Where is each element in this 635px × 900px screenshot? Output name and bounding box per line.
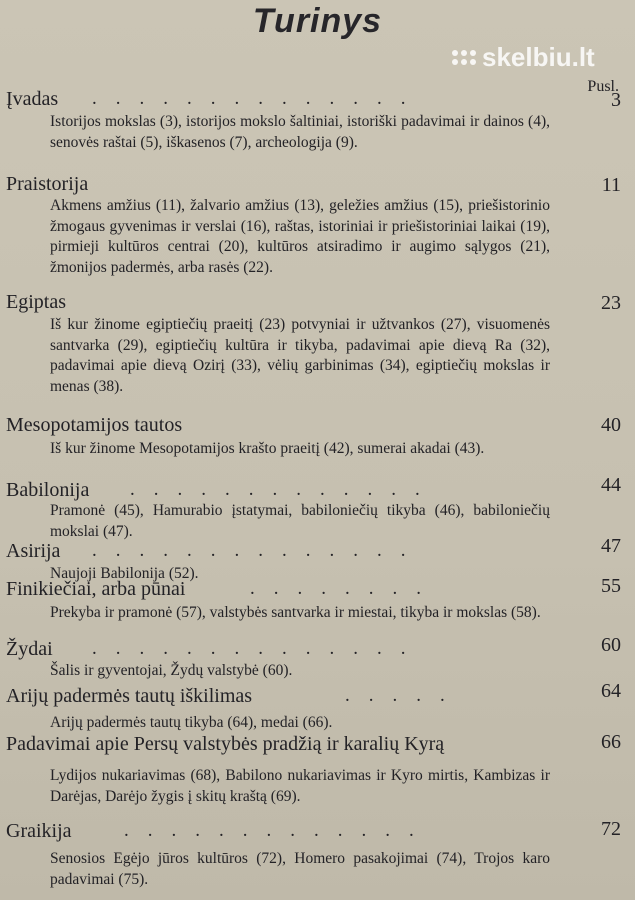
leader-dots: .............. (92, 88, 425, 109)
toc-heading: Žydai (6, 638, 53, 660)
toc-description: Pramonė (45), Hamurabio įstatymai, babiloniečių tikyba (46), babiloniečių mokslai (47). (50, 502, 550, 540)
toc-heading: Finikiečiai, arba pūnai (6, 578, 186, 600)
toc-description: Istorijos mokslas (3), istorijos mokslo šaltiniai, istoriški padavimai ir dainos (4), senovės raštai (5), iškasenos (7), archeologija (9). (50, 113, 550, 151)
toc-page-number: 55 (601, 575, 621, 597)
leader-dots: ............. (130, 479, 439, 500)
toc-description: Šalis ir gyventojai, Žydų valstybė (60). (50, 662, 293, 679)
toc-description: Lydijos nukariavimas (68), Babilono nukariavimas ir Kyro mirtis, Kambizas ir Darėjas, Darėjo žygis į skitų kraštą (69). (50, 767, 550, 805)
toc-description: Akmens amžius (11), žalvario amžius (13), geležies amžius (15), priešistorinio žmogaus gyvenimas ir verslai (16), raštas, istoriniai ir priešistoriniai laikai (19), pirmieji kultūros centrai (20), kultūros atsiradimo ir augimo sąlygos (21), žmonijos padermės, arba rasės (22). (50, 197, 550, 276)
toc-page-number: 60 (601, 634, 621, 656)
toc-page-number: 64 (601, 680, 621, 702)
toc-heading: Asirija (6, 540, 61, 562)
toc-heading: Graikija (6, 820, 72, 842)
toc-heading: Egiptas (6, 291, 66, 313)
toc-heading: Įvadas (6, 88, 59, 110)
toc-description: Iš kur žinome Mesopotamijos krašto praeitį (42), sumerai akadai (43). (50, 440, 485, 457)
toc-description: Prekyba ir pramonė (57), valstybės santvarka ir miestai, tikyba ir mokslas (58). (50, 604, 541, 621)
watermark (452, 42, 595, 73)
toc-heading: Babilonija (6, 479, 90, 501)
toc-description: Naujoji Babilonija (52). (50, 565, 199, 582)
leader-dots: ............. (124, 820, 433, 841)
toc-page-number: 11 (601, 174, 621, 196)
leader-dots: ..... (345, 685, 464, 706)
page-column-label: Pusl. (587, 78, 619, 95)
watermark-logo-icon (452, 50, 476, 65)
toc-page-number: 44 (601, 474, 621, 496)
toc-description: Iš kur žinome egiptiečių praeitį (23) potvyniai ir užtvankos (27), visuomenės santvarka (29), egiptiečių kultūra ir tikyba, padavimai apie dievą Ra (32), padavimai apie dievą Ozirį (33), vėlių garbinimas (34), egiptiečių mokslas ir menas (38). (50, 316, 550, 395)
toc-description: Senosios Egėjo jūros kultūros (72), Homero pasakojimai (74), Trojos karo padavimai (75). (50, 850, 550, 888)
toc-page-number: 23 (601, 292, 621, 314)
toc-page-number: 40 (601, 414, 621, 436)
toc-page-number: 3 (611, 89, 621, 111)
leader-dots: .............. (92, 638, 425, 659)
toc-description: Arijų padermės tautų tikyba (64), medai (66). (50, 714, 333, 731)
toc-heading: Praistorija (6, 173, 89, 195)
toc-page-number: 72 (601, 818, 621, 840)
leader-dots: .............. (92, 540, 425, 561)
toc-heading: Arijų padermės tautų iškilimas (6, 685, 253, 707)
toc-heading: Mesopotamijos tautos (6, 414, 183, 436)
page-title: Turinys (252, 2, 383, 40)
watermark-text: skelbiu.lt (482, 42, 595, 72)
toc-page-number: 47 (601, 535, 621, 557)
toc-heading: Padavimai apie Persų valstybės pradžią ir karalių Kyrą (6, 733, 445, 755)
toc-page-number: 66 (601, 731, 621, 753)
leader-dots: ........ (250, 578, 440, 599)
